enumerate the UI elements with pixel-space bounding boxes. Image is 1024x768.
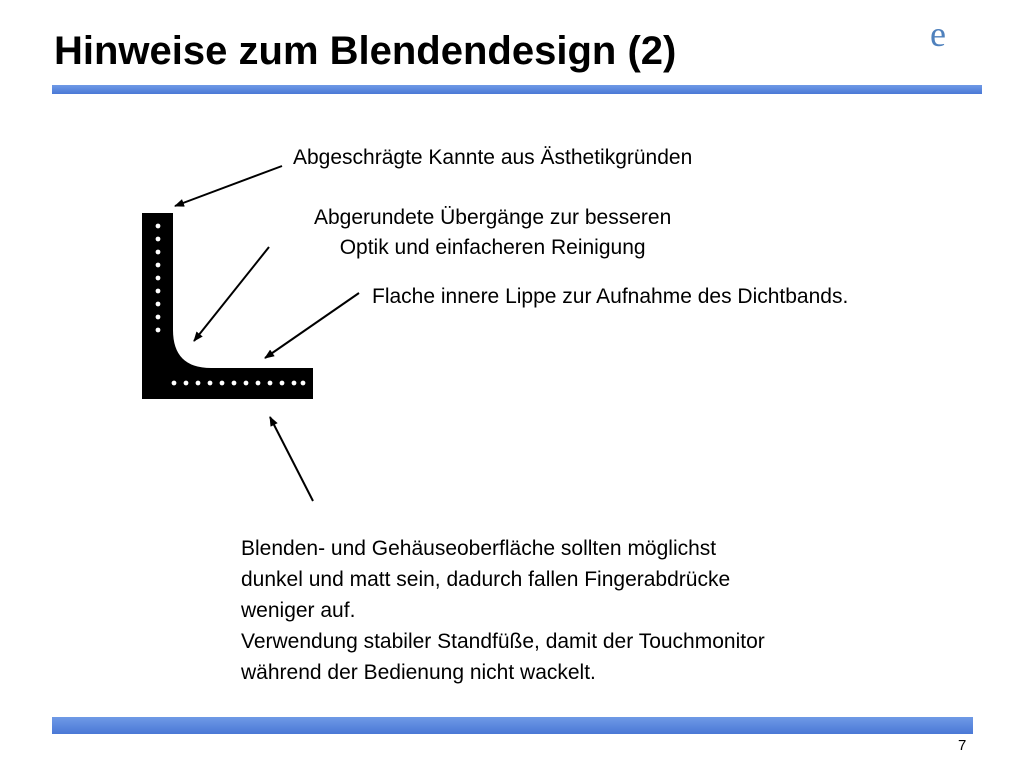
- logo: e: [930, 14, 946, 54]
- page-title: Hinweise zum Blendendesign (2): [54, 29, 677, 73]
- notes-line-4: Verwendung stabiler Standfüße, damit der Touchmonitor: [241, 630, 765, 653]
- profile-dots-vertical: [156, 224, 161, 333]
- arrow-bevel: [175, 166, 282, 206]
- label-rounded: [314, 203, 671, 263]
- label-rounded-line-2: Optik und einfacheren Reinigung: [339, 236, 646, 259]
- notes-line-2: dunkel und matt sein, dadurch fallen Fingerabdrücke: [241, 568, 731, 591]
- arrow-lip: [265, 293, 359, 358]
- notes-text: [241, 533, 765, 688]
- footer-divider: [52, 717, 973, 734]
- label-rounded-line-1: Abgerundete Übergänge zur besseren: [314, 206, 672, 229]
- arrow-rounded: [194, 247, 269, 341]
- blende-profile: [142, 213, 313, 399]
- notes-line-3: weniger auf.: [241, 599, 356, 622]
- notes-line-5: während der Bedienung nicht wackelt.: [241, 661, 596, 684]
- label-bevel: Abgeschrägte Kannte aus Ästhetikgründen: [293, 146, 693, 169]
- label-lip: Flache innere Lippe zur Aufnahme des Dichtbands.: [372, 285, 849, 308]
- page-number: 7: [958, 737, 967, 754]
- arrow-surface: [270, 417, 313, 501]
- notes-line-1: Blenden- und Gehäuseoberfläche sollten möglichst: [241, 537, 717, 560]
